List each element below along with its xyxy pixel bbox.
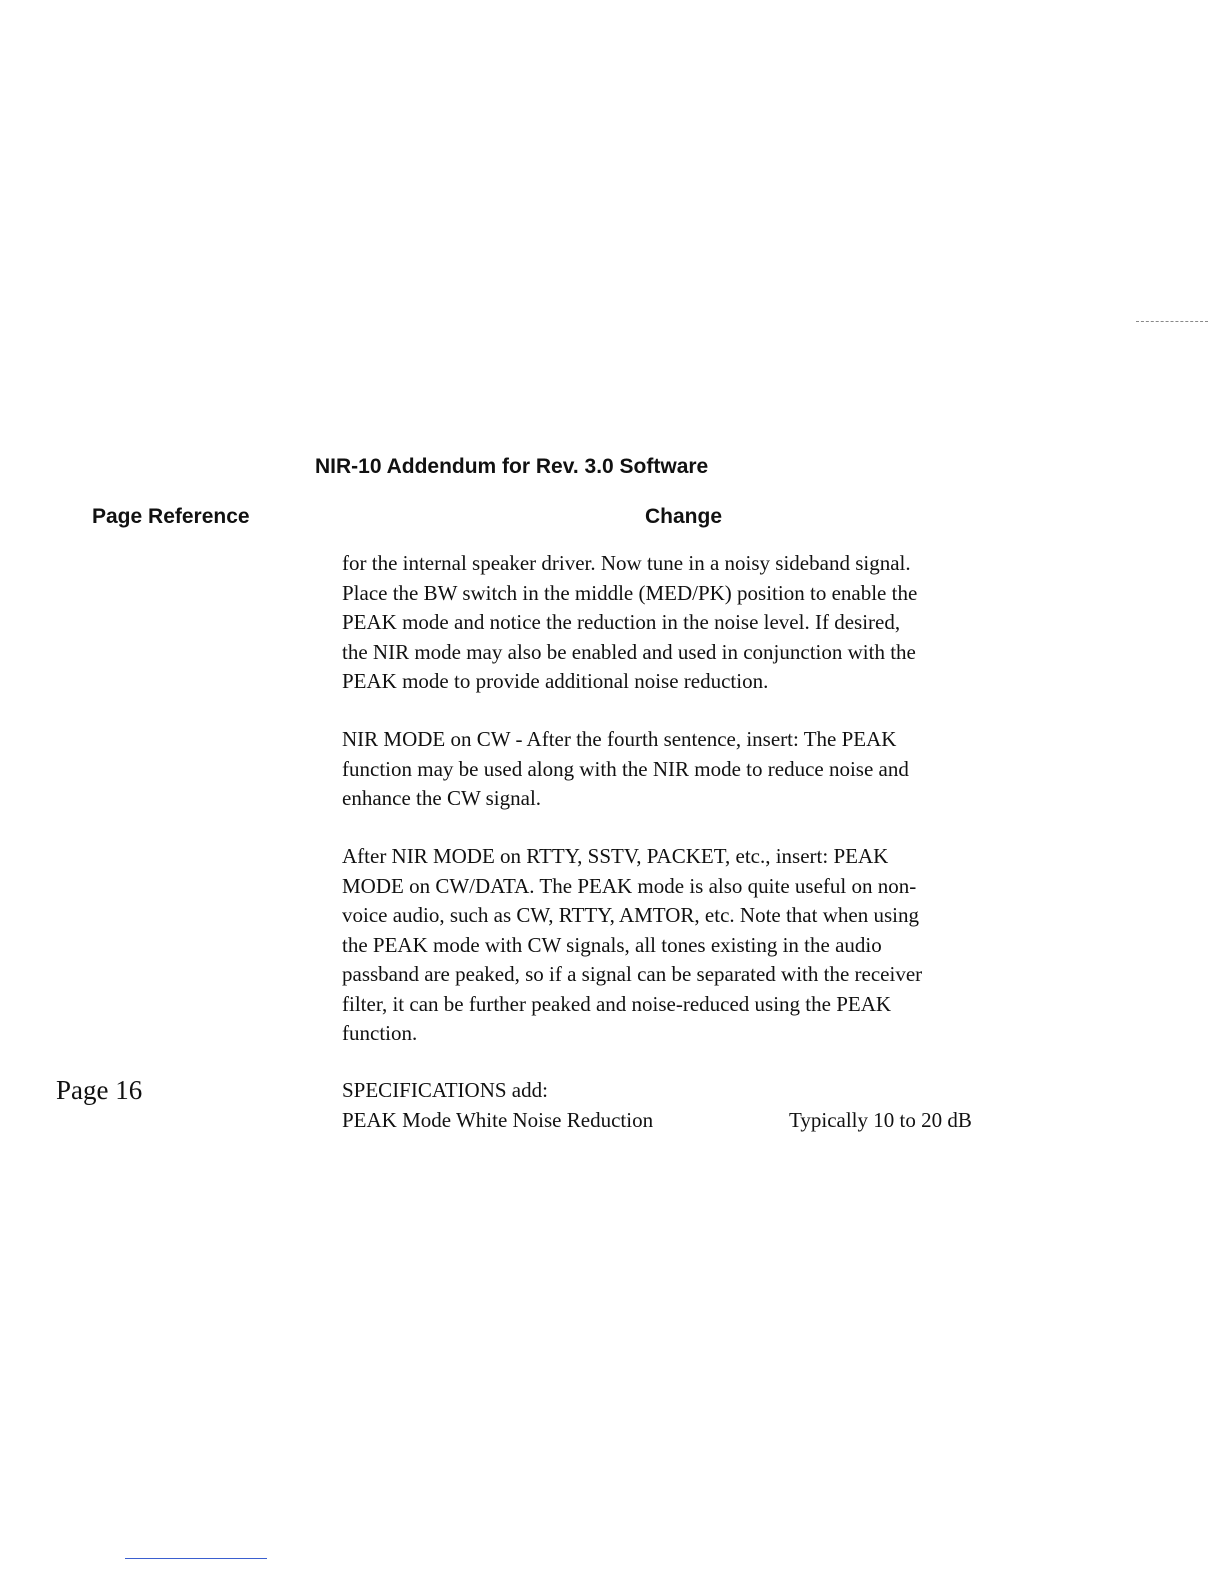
specification-item-value: Typically 10 to 20 dB: [789, 1108, 972, 1132]
paragraph-line: passband are peaked, so if a signal can be separated with the receiver: [342, 962, 923, 986]
change-paragraph-peak-mode-data: [342, 842, 1062, 1049]
paragraph-line: function may be used along with the NIR mode to reduce noise and: [342, 756, 909, 781]
column-header-page-reference: Page Reference: [92, 505, 250, 528]
bottom-rule: [125, 1558, 267, 1559]
paragraph-line: PEAK mode and notice the reduction in the noise level. If desired,: [342, 610, 901, 634]
specification-item-name: PEAK Mode White Noise Reduction: [342, 1108, 654, 1132]
paragraph-line: voice audio, such as CW, RTTY, AMTOR, etc. Note that when using: [342, 903, 919, 927]
document-title: NIR-10 Addendum for Rev. 3.0 Software: [315, 455, 709, 478]
paragraph-line: the PEAK mode with CW signals, all tones existing in the audio: [342, 932, 882, 957]
paragraph-line: for the internal speaker driver. Now tune in a noisy sideband signal.: [342, 551, 911, 575]
change-paragraph-speaker-driver: [342, 549, 1062, 697]
page-reference-label: Page 16: [56, 1075, 143, 1105]
paragraph-line: MODE on CW/DATA. The PEAK mode is also quite useful on non-: [342, 873, 917, 898]
paragraph-line: Place the BW switch in the middle (MED/PK) position to enable the: [342, 580, 918, 605]
paragraph-line: the NIR mode may also be enabled and used in conjunction with the: [342, 639, 916, 664]
paragraph-line: filter, it can be further peaked and noise-reduced using the PEAK: [342, 991, 892, 1016]
scan-artifact-dash: [1136, 321, 1208, 324]
paragraph-line: After NIR MODE on RTTY, SSTV, PACKET, etc., insert: PEAK: [342, 844, 889, 868]
paragraph-line: NIR MODE on CW - After the fourth sentence, insert: The PEAK: [342, 727, 897, 751]
paragraph-line: enhance the CW signal.: [342, 786, 542, 810]
specifications-heading: SPECIFICATIONS add:: [342, 1078, 548, 1102]
column-header-change: Change: [645, 505, 723, 528]
paragraph-line: function.: [342, 1021, 418, 1045]
change-paragraph-nir-mode-cw: [342, 725, 1062, 814]
paragraph-line: PEAK mode to provide additional noise reduction.: [342, 669, 769, 693]
